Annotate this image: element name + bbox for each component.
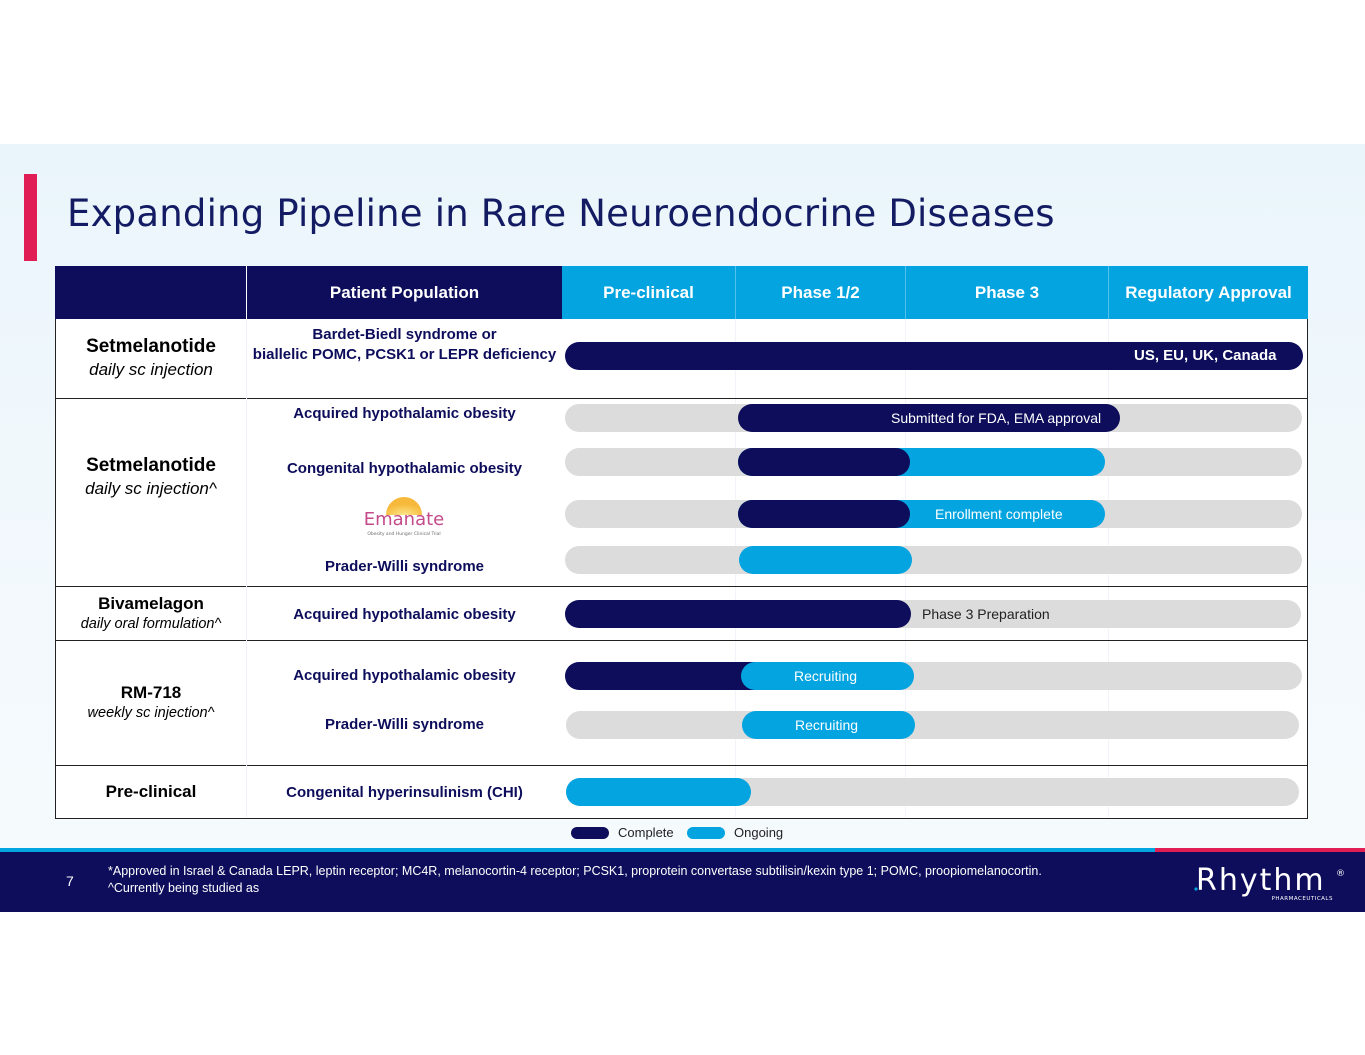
drug-name: RM-718 bbox=[120, 683, 182, 702]
emanate-wordmark: Emanate bbox=[363, 509, 445, 530]
drug-name: Pre-clinical bbox=[105, 782, 197, 801]
row-divider bbox=[55, 765, 1308, 766]
drug-cell-setmelanotide-1 bbox=[56, 336, 246, 380]
logo-subtitle: PHARMACEUTICALS bbox=[1271, 896, 1333, 902]
bar-background bbox=[566, 711, 1299, 739]
bar-complete bbox=[738, 500, 910, 528]
bar-label-recruiting: Recruiting bbox=[795, 717, 859, 733]
drug-cell-setmelanotide-2 bbox=[56, 455, 246, 499]
population-congenital-ho: Congenital hypothalamic obesity bbox=[286, 460, 523, 477]
logo-registered-mark: ® bbox=[1336, 869, 1345, 879]
row-divider bbox=[55, 398, 1308, 399]
emanate-tagline: Obesity and Hunger Clinical Trial bbox=[367, 532, 441, 537]
bar-label-approval: US, EU, UK, Canada bbox=[1134, 347, 1277, 364]
footnote-2: ^Currently being studied as bbox=[108, 881, 260, 895]
header-phase-1-2: Phase 1/2 bbox=[736, 266, 906, 319]
drug-name: Setmelanotide bbox=[86, 336, 216, 357]
drug-route: daily sc injection^ bbox=[85, 479, 217, 498]
title-accent-bar bbox=[24, 174, 37, 261]
row-divider bbox=[55, 586, 1308, 587]
drug-name: Bivamelagon bbox=[98, 594, 204, 613]
drug-route: weekly sc injection^ bbox=[87, 705, 215, 721]
page-title: Expanding Pipeline in Rare Neuroendocrine Diseases bbox=[67, 192, 1055, 235]
population-acquired-ho: Acquired hypothalamic obesity bbox=[293, 667, 516, 684]
population-line: biallelic POMC, PCSK1 or LEPR deficiency bbox=[252, 346, 557, 363]
bar-ongoing bbox=[566, 778, 751, 806]
legend-complete: Complete bbox=[618, 825, 674, 840]
page-number: 7 bbox=[66, 873, 74, 889]
bar-complete bbox=[738, 448, 910, 476]
bar-label-phase3-prep: Phase 3 Preparation bbox=[922, 606, 1050, 622]
bar-ongoing bbox=[739, 546, 912, 574]
footnote-1: *Approved in Israel & Canada LEPR, leptin receptor; MC4R, melanocortin-4 receptor; PCSK1, proprotein convertase subtilisin/kexin type 1; POMC, proopiomelanocortin. bbox=[108, 864, 1042, 878]
header-regulatory-approval: Regulatory Approval bbox=[1109, 266, 1308, 319]
population-chi: Congenital hyperinsulinism (CHI) bbox=[286, 784, 523, 801]
population-line: Bardet-Biedl syndrome or bbox=[312, 326, 497, 343]
drug-route: daily sc injection bbox=[89, 360, 213, 379]
drug-cell-rm718 bbox=[56, 683, 246, 721]
bar-label-recruiting: Recruiting bbox=[794, 668, 858, 684]
population-acquired-ho: Acquired hypothalamic obesity bbox=[293, 606, 516, 623]
legend-swatch-complete bbox=[571, 827, 609, 839]
population-pws: Prader-Willi syndrome bbox=[324, 716, 485, 733]
rhythm-logo bbox=[1190, 858, 1350, 904]
header-blank-cell bbox=[55, 266, 247, 319]
header-preclinical: Pre-clinical bbox=[562, 266, 736, 319]
population-pws: Prader-Willi syndrome bbox=[324, 558, 485, 575]
emanate-logo bbox=[340, 493, 468, 539]
bar-complete bbox=[565, 600, 911, 628]
bar-label-enrollment: Enrollment complete bbox=[935, 506, 1063, 522]
logo-wordmark: Rhythm bbox=[1196, 863, 1326, 898]
population-bbs bbox=[247, 325, 562, 365]
drug-cell-bivamelagon bbox=[56, 594, 246, 632]
bar-background bbox=[565, 546, 1302, 574]
header-patient-population: Patient Population bbox=[247, 266, 562, 319]
legend-ongoing: Ongoing bbox=[734, 825, 784, 840]
population-acquired-ho: Acquired hypothalamic obesity bbox=[293, 405, 516, 422]
header-divider bbox=[246, 266, 247, 319]
drug-cell-preclinical bbox=[56, 782, 246, 802]
drug-name: Setmelanotide bbox=[86, 455, 216, 476]
bar-label-submitted: Submitted for FDA, EMA approval bbox=[891, 410, 1102, 426]
drug-route: daily oral formulation^ bbox=[80, 616, 222, 632]
header-phase-3: Phase 3 bbox=[906, 266, 1109, 319]
row-divider bbox=[55, 640, 1308, 641]
legend-swatch-ongoing bbox=[687, 827, 725, 839]
